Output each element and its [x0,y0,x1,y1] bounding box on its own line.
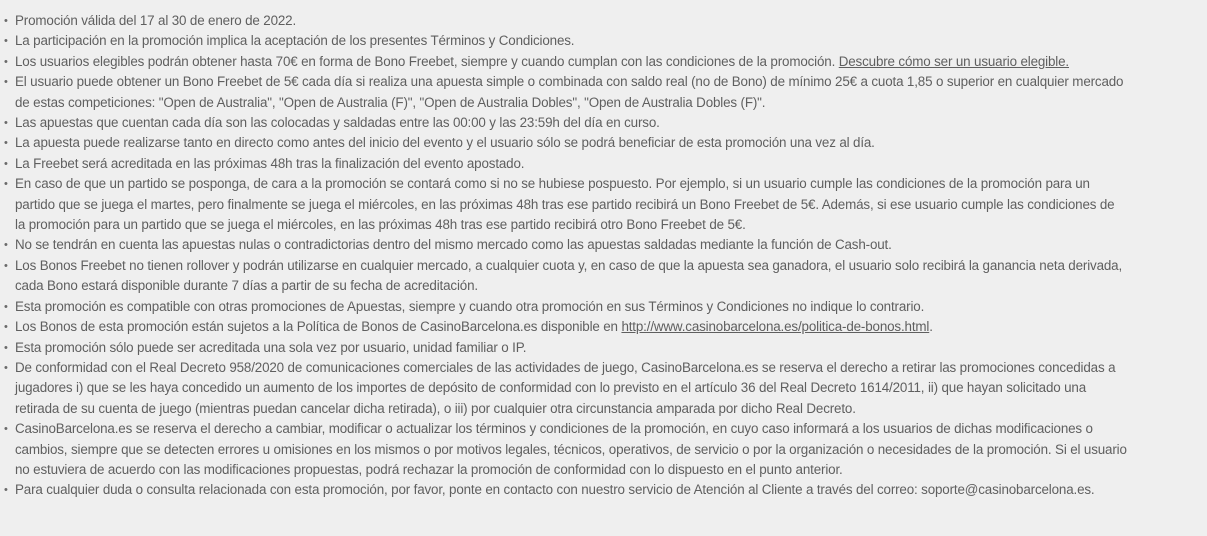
term-item-contact [4,480,1127,500]
term-item-credit-time [4,154,1127,174]
term-text: Los usuarios elegibles podrán obtener hasta 70€ en forma de Bono Freebet, siempre y cuando cumplan con las condiciones de la promoción. [15,53,839,69]
term-text: Los Bonos de esta promoción están sujetos a la Política de Bonos de CasinoBarcelona.es disponible en [15,319,622,335]
term-item-live-bets [4,133,1127,153]
term-text: En caso de que un partido se posponga, de cara a la promoción se contará como si no se hubiese pospuesto. Por ejemplo, si un usuario cumple las condiciones de la promoción para un partido que se juega el martes, pero finalmente se juega el miércoles, en las próximas 48h tras ese partido recibirá un Bono Freebet de 5€. Además, si ese usuario cumple las condiciones de la promoción para un partido que se juega el miércoles, en las próximas 48h tras ese partido recibirá otro Bono Freebet de 5€. [15,176,1115,233]
term-item-compatible [4,297,1127,317]
term-text: Las apuestas que cuentan cada día son las colocadas y saldadas entre las 00:00 y las 23:59h del día en curso. [15,115,660,131]
term-text: No se tendrán en cuenta las apuestas nulas o contradictorias dentro del mismo mercado como las apuestas saldadas mediante la función de Cash-out. [15,237,892,253]
bullet-icon: • [4,423,8,436]
term-item-rollover [4,256,1127,297]
term-item-validity [4,11,1127,31]
bullet-icon: • [4,484,8,497]
bullet-icon: • [4,35,8,48]
term-item-eligible-users [4,52,1127,72]
term-text-after: . [929,319,933,335]
term-text: Para cualquier duda o consulta relacionada con esta promoción, por favor, ponte en contacto con nuestro servicio de Atención al Cliente a través del correo: soporte@casinobarcelona.es. [15,482,1095,498]
term-text: El usuario puede obtener un Bono Freebet de 5€ cada día si realiza una apuesta simple o combinada con saldo real (no de Bono) de mínimo 25€ a cuota 1,85 o superior en cualquier mercado de estas competiciones: "Open de Australia", "Open de Australia (F)", "Open de Australia Dobles", "Open de Australia Dobles (F)". [15,74,1124,110]
term-item-acceptance [4,31,1127,51]
bullet-icon: • [4,361,8,374]
term-text: La apuesta puede realizarse tanto en directo como antes del inicio del evento y el usuario sólo se podrá beneficiar de esta promoción una vez al día. [15,135,875,151]
term-item-bet-window [4,113,1127,133]
bullet-icon: • [4,178,8,191]
bullet-icon: • [4,341,8,354]
eligible-user-link[interactable]: Descubre cómo ser un usuario elegible. [838,53,1069,69]
bullet-icon: • [4,15,8,27]
bullet-icon: • [4,137,8,150]
bullet-icon: • [4,117,8,130]
bullet-icon: • [4,55,8,68]
bullet-icon: • [4,259,8,272]
term-item-postponed [4,174,1127,235]
term-text: Esta promoción sólo puede ser acreditada una sola vez por usuario, unidad familiar o IP. [15,339,527,355]
term-text: CasinoBarcelona.es se reserva el derecho a cambiar, modificar o actualizar los términos y condiciones de la promoción, en cuyo caso informará a los usuarios de dichas modificaciones o cambios, siempre que se detecten errores u omisiones en los mismos o por motivos legales, técnicos, operativos, de servicio o por la organización o necesidades de la promoción. Si el usuario no estuviera de acuerdo con las modificaciones propuestas, podrá rechazar la promoción de conformidad con lo dispuesto en el punto anterior. [15,421,1127,477]
terms-list [0,11,1127,501]
term-text: La participación en la promoción implica la aceptación de los presentes Términos y Condiciones. [15,33,575,49]
bullet-icon: • [4,157,8,170]
term-item-once-per-user [4,338,1127,358]
term-item-daily-bonus [4,72,1127,113]
bullet-icon: • [4,300,8,313]
term-text: Esta promoción es compatible con otras promociones de Apuestas, siempre y cuando otra promoción en sus Términos y Condiciones no indique lo contrario. [15,298,925,314]
bonus-policy-link[interactable]: http://www.casinobarcelona.es/politica-de-bonos.html [621,319,930,335]
term-item-royal-decree [4,358,1127,419]
term-text: La Freebet será acreditada en las próximas 48h tras la finalización del evento apostado. [15,155,525,171]
term-text: De conformidad con el Real Decreto 958/2020 de comunicaciones comerciales de las actividades de juego, CasinoBarcelona.es se reserva el derecho a retirar las promociones concedidas a jugadores i) que se les haya concedido un aumento de los importes de depósito de conformidad con lo previsto en el artículo 36 del Real Decreto 1614/2011, ii) que hayan solicitado una retirada de su cuenta de juego (mientras puedan cancelar dicha retirada), o iii) por cualquier otra circunstancia amparada por dicho Real Decreto. [15,359,1116,416]
term-item-void-bets [4,235,1127,255]
term-text: Los Bonos Freebet no tienen rollover y podrán utilizarse en cualquier mercado, a cualquier cuota y, en caso de que la apuesta sea ganadora, el usuario solo recibirá la ganancia neta derivada, cada Bono estará disponible durante 7 días a partir de su fecha de acreditación. [15,257,1123,294]
bullet-icon: • [4,321,8,334]
term-item-modifications [4,419,1127,480]
bullet-icon: • [4,76,8,89]
bullet-icon: • [4,239,8,252]
term-text: Promoción válida del 17 al 30 de enero de 2022. [15,13,297,28]
term-item-bonus-policy [4,317,1127,337]
